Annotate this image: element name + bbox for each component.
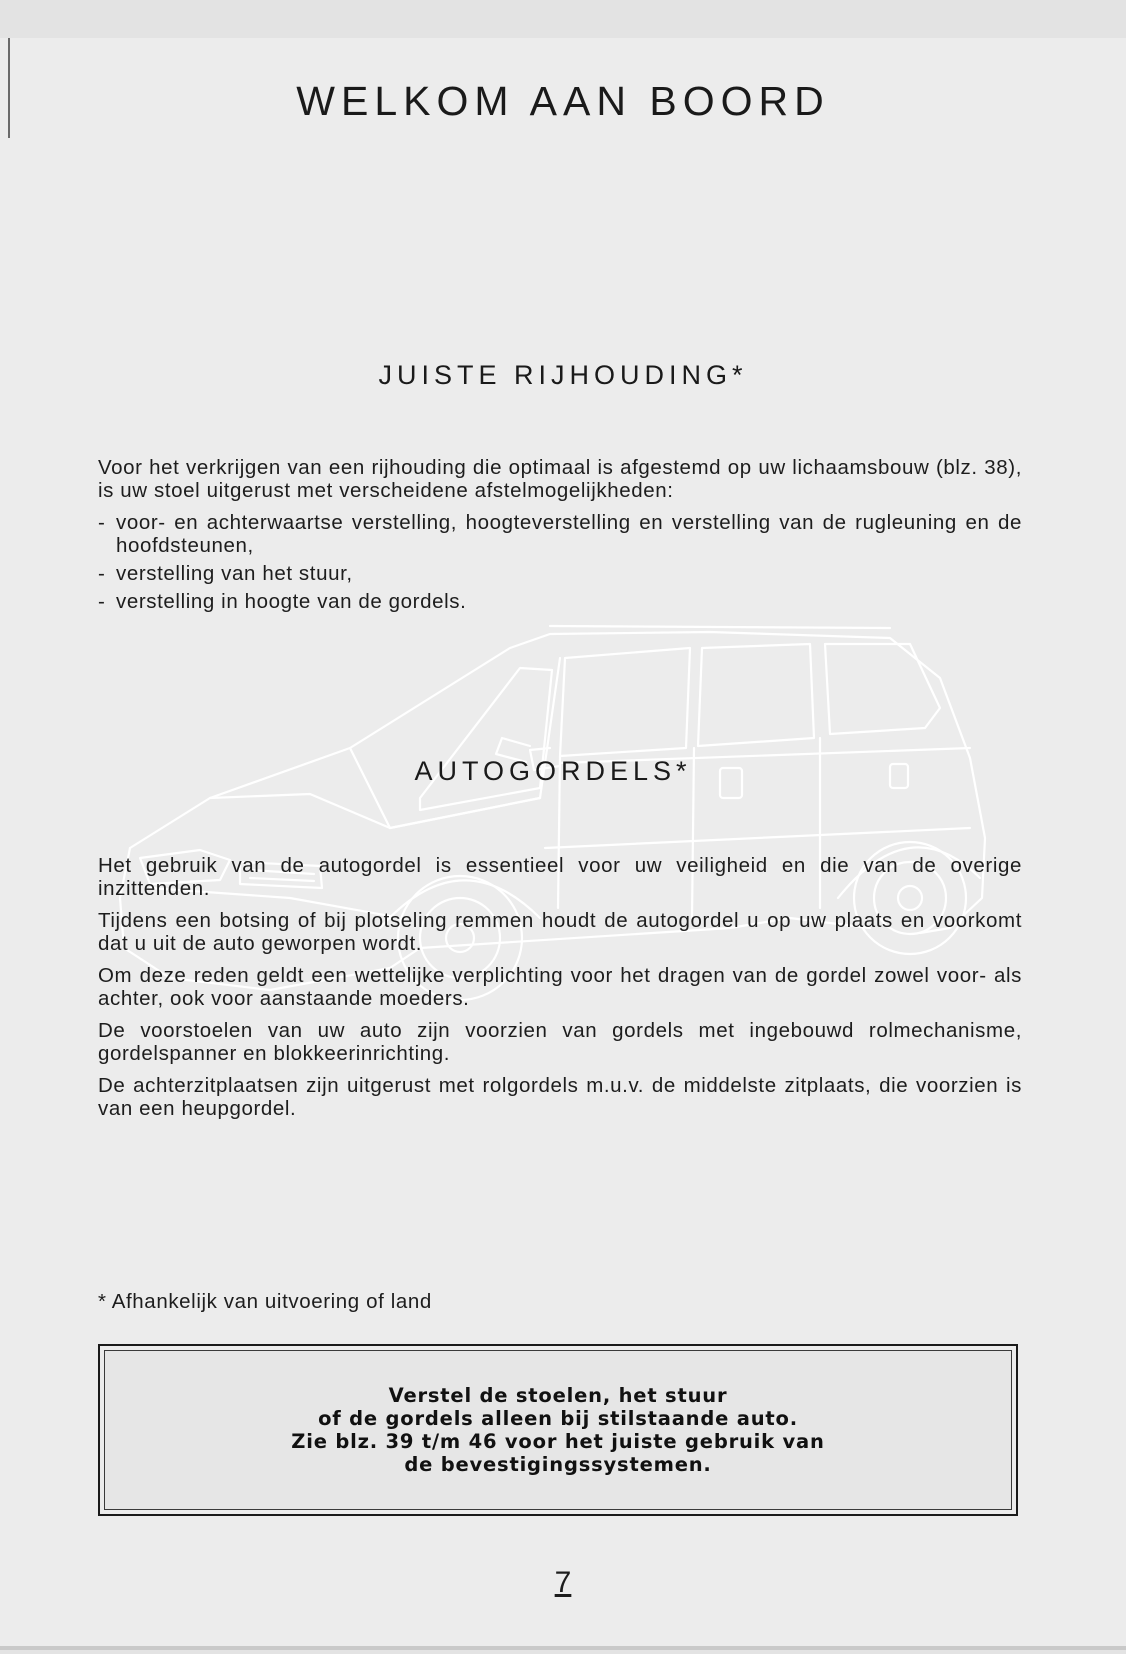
manual-page	[0, 38, 1126, 1650]
section-heading-rijhouding: JUISTE RIJHOUDING*	[378, 360, 748, 390]
list-item: - verstelling in hoogte van de gordels.	[98, 590, 1022, 613]
paragraph: Tijdens een botsing of bij plotseling remmen houdt de autogordel u op uw plaats en voorkomt dat u uit de auto geworpen wordt.	[98, 909, 1022, 955]
page-number: 7	[554, 1566, 572, 1599]
adjustment-list	[98, 511, 1022, 613]
warning-content	[104, 1350, 1012, 1510]
warning-line: Verstel de stoelen, het stuur	[388, 1384, 728, 1407]
warning-box	[98, 1344, 1018, 1516]
paragraph: Om deze reden geldt een wettelijke verplichting voor het dragen van de gordel zowel voor- als achter, ook voor aanstaande moeders.	[98, 964, 1022, 1010]
warning-line: of de gordels alleen bij stilstaande auto.	[318, 1407, 798, 1430]
paragraph: Het gebruik van de autogordel is essentieel voor uw veiligheid en die van de overige inzittenden.	[98, 854, 1022, 900]
section-body-rijhouding	[98, 456, 1022, 618]
paragraph: De achterzitplaatsen zijn uitgerust met rolgordels m.u.v. de middelste zitplaats, die voorzien is van een heupgordel.	[98, 1074, 1022, 1120]
section-body-autogordels	[98, 854, 1022, 1129]
list-item: - verstelling van het stuur,	[98, 562, 1022, 585]
footnote: * Afhankelijk van uitvoering of land	[98, 1290, 432, 1313]
warning-line: de bevestigingssystemen.	[404, 1453, 712, 1476]
paragraph: De voorstoelen van uw auto zijn voorzien van gordels met ingebouwd rolmechanisme, gordelspanner en blokkeerinrichting.	[98, 1019, 1022, 1065]
page-title: WELKOM AAN BOORD	[296, 78, 830, 124]
page-edge-bottom	[0, 1646, 1126, 1650]
list-item: - voor- en achterwaartse verstelling, hoogteverstelling en verstelling van de rugleuning en de hoofdsteunen,	[98, 511, 1022, 557]
intro-paragraph: Voor het verkrijgen van een rijhouding die optimaal is afgestemd op uw lichaamsbouw (blz. 38), is uw stoel uitgerust met verscheidene afstelmogelijkheden:	[98, 456, 1022, 502]
warning-line: Zie blz. 39 t/m 46 voor het juiste gebruik van	[291, 1430, 825, 1453]
section-heading-autogordels: AUTOGORDELS*	[414, 756, 692, 786]
